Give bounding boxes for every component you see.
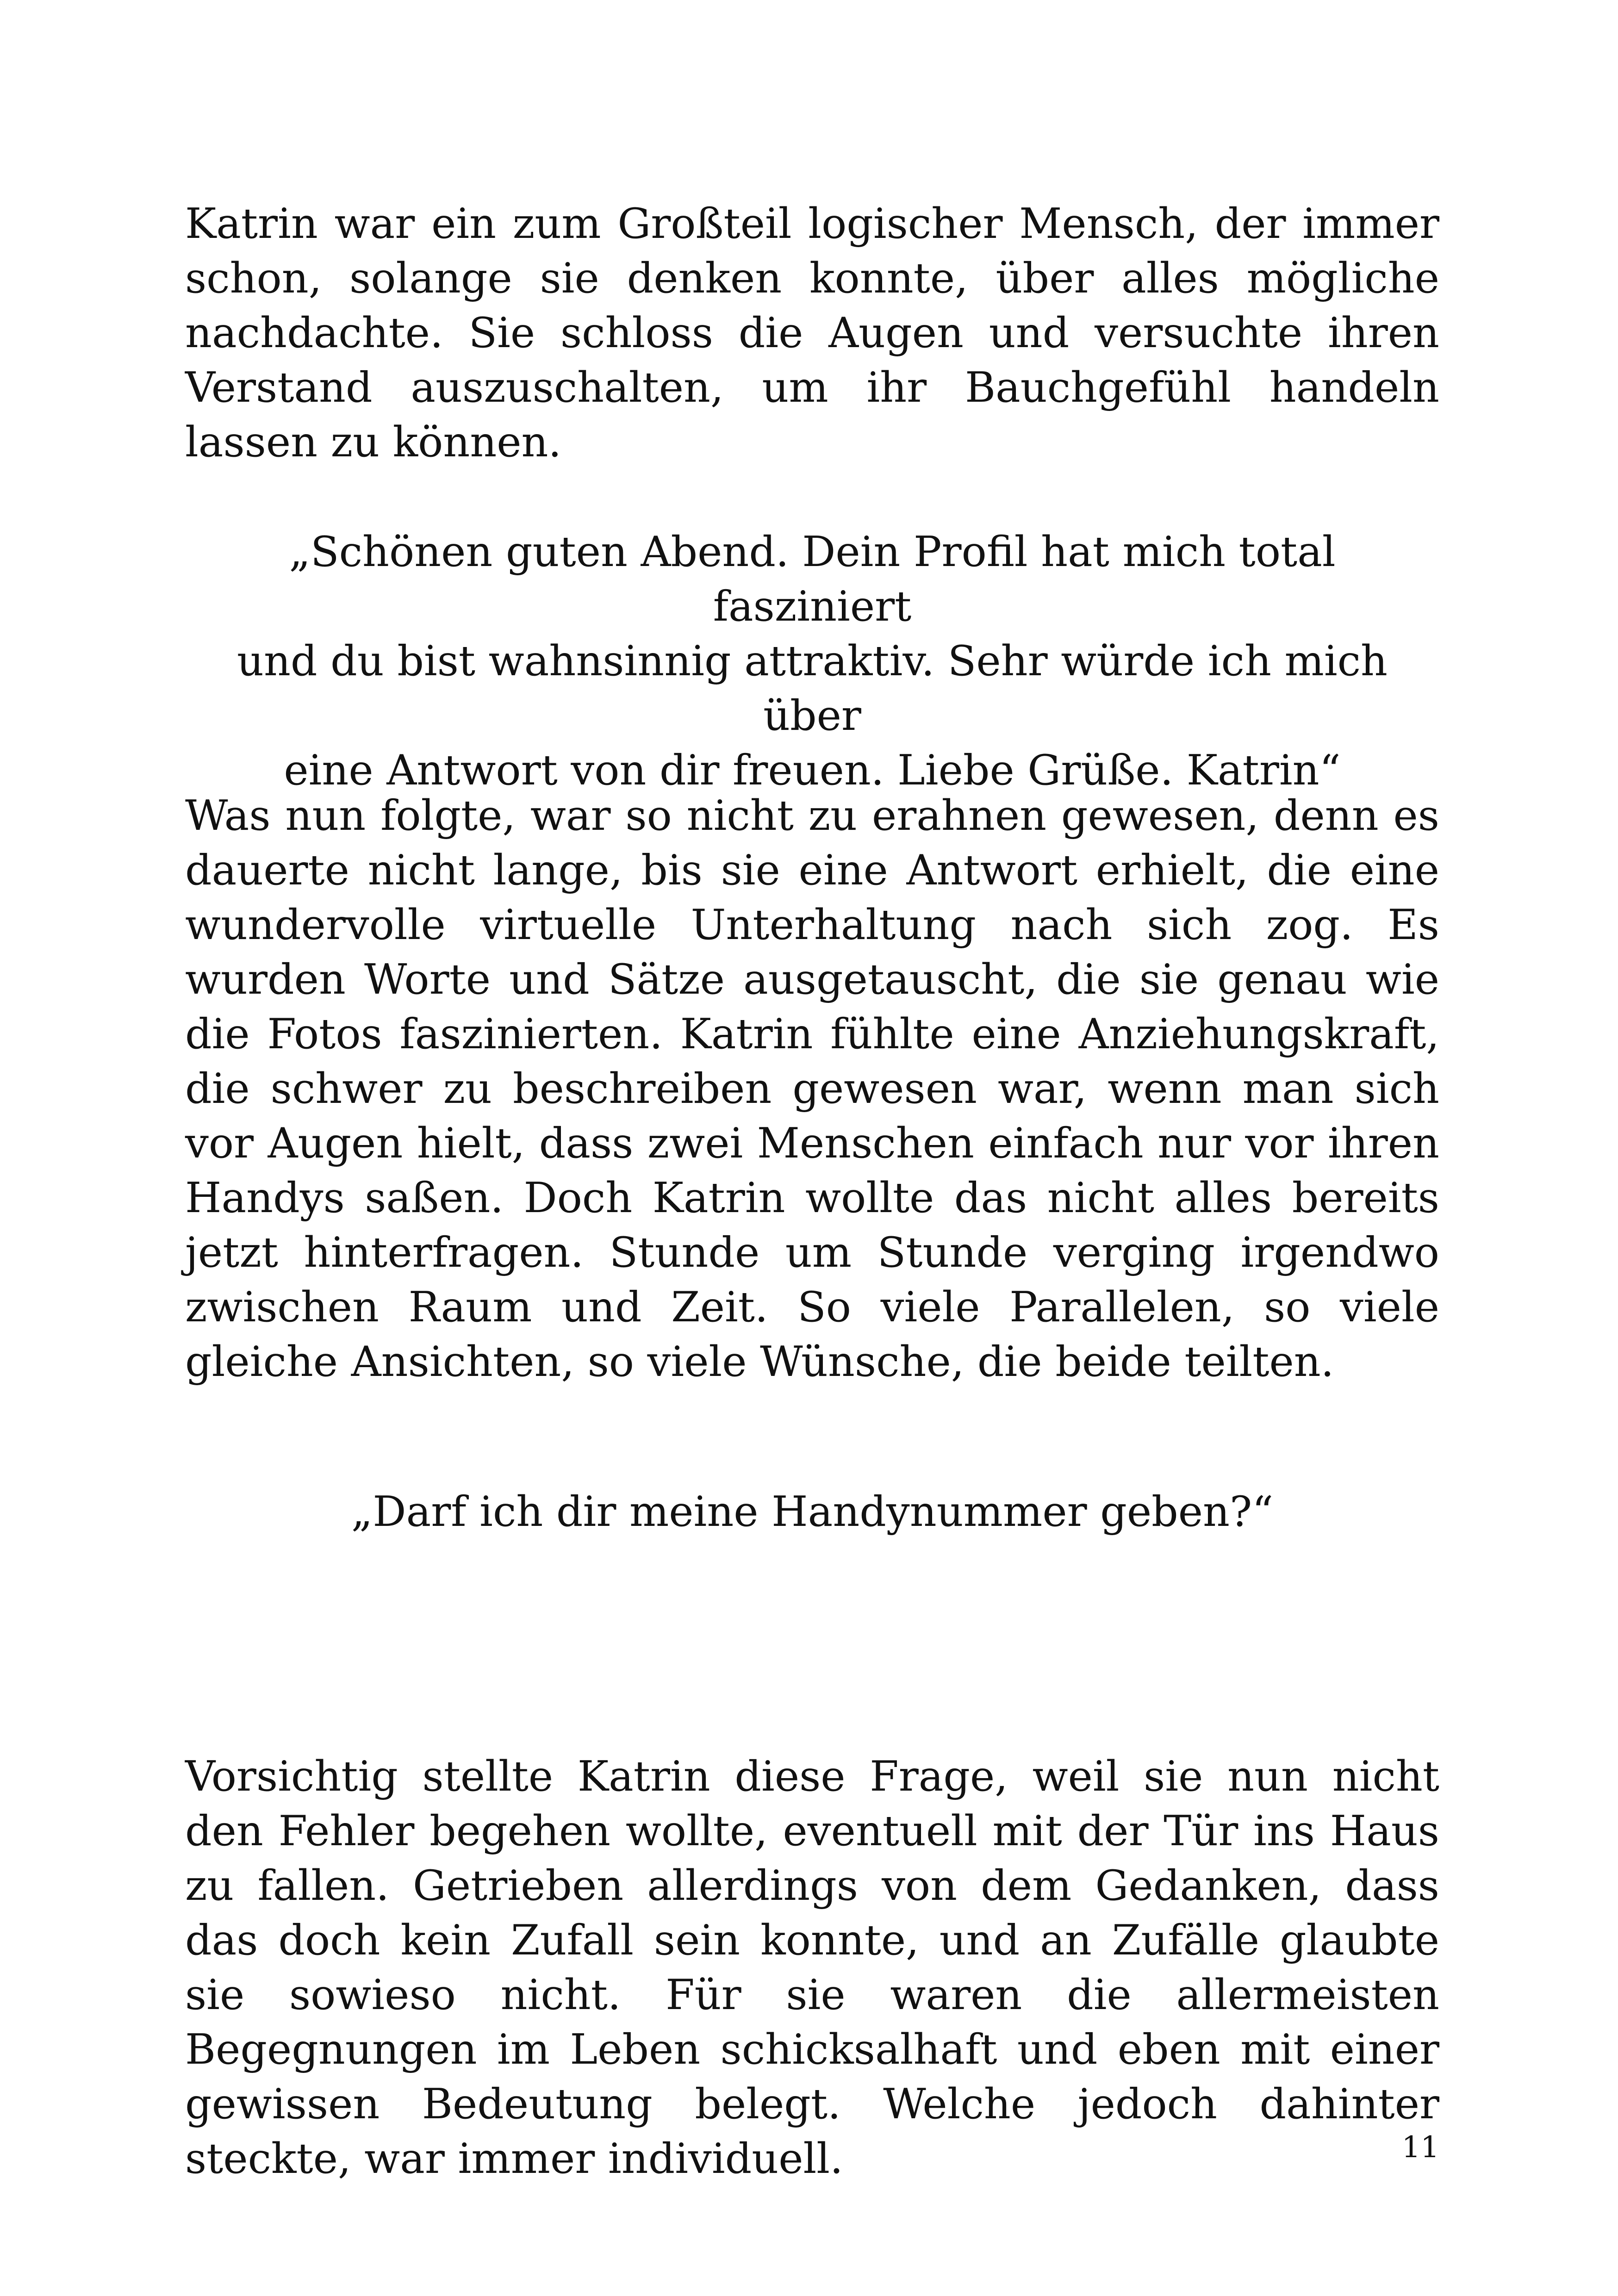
page-number: 11 (1401, 2130, 1439, 2165)
paragraph-1: Katrin war ein zum Großteil logischer Mensch, der immer schon, solange sie denken konnte, über alles mögliche nachdachte. Sie schloss die Augen und versuchte ihren Verstand auszuschalten, um ihr Bauchgefühl handeln lassen zu können. (185, 199, 1439, 467)
paragraph-3: Vorsichtig stellte Katrin diese Frage, weil sie nun nicht den Fehler begehen wollte, eventuell mit der Tür ins Haus zu fallen. Getrieben allerdings von dem Gedanken, dass das doch kein Zufall sein konnte, und an Zufälle glaubte sie sowieso nicht. Für sie waren die allermeisten Begegnungen im Leben schicksalhaft und eben mit einer gewissen Bedeutung belegt. Welche jedoch dahinter steckte, war immer individuell. (185, 1752, 1439, 2183)
paragraph-2: Was nun folgte, war so nicht zu erahnen gewesen, denn es dauerte nicht lange, bis sie eine Antwort erhielt, die eine wundervolle virtuelle Unterhaltung nach sich zog. Es wurden Worte und Sätze ausgetauscht, die sie genau wie die Fotos faszinierten. Katrin fühlte eine Anziehungskraft, die schwer zu beschreiben gewesen war, wenn man sich vor Augen hielt, dass zwei Menschen einfach nur vor ihren Handys saßen. Doch Katrin wollte das nicht alles bereits jetzt hinterfragen. Stunde um Stunde verging irgendwo zwischen Raum und Zeit. So viele Parallelen, so viele gleiche Ansichten, so viele Wünsche, die beide teilten. (185, 791, 1439, 1386)
quote-line: „Schönen guten Abend. Dein Profil hat mich total fasziniert (289, 528, 1336, 631)
quote-question: „Darf ich dir meine Handynummer geben?“ (351, 1487, 1274, 1536)
quote-message (185, 525, 1439, 798)
quote-line: und du bist wahnsinnig attraktiv. Sehr würde ich mich über (236, 637, 1388, 740)
quote-line: eine Antwort von dir freuen. Liebe Grüße. Katrin“ (284, 746, 1341, 795)
